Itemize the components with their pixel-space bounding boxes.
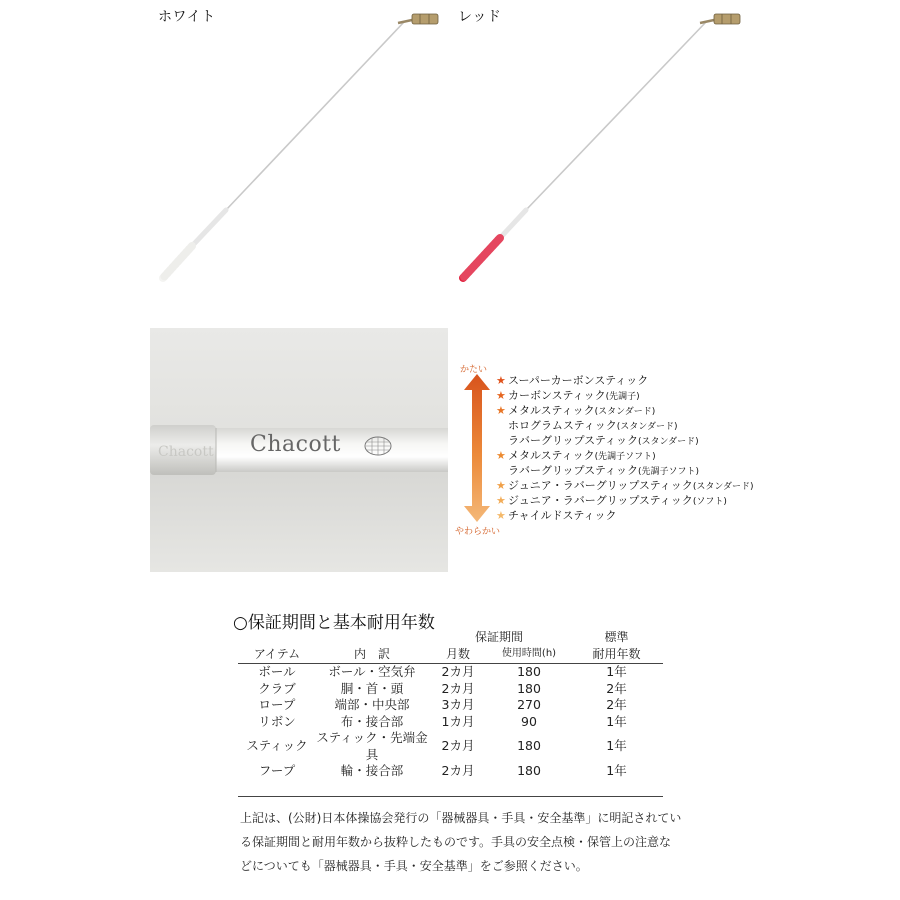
- star-icon: ★: [496, 404, 506, 417]
- table-row: フープ 輪・接合部 2カ月 180 1年: [258, 763, 627, 778]
- scale-item: ★ メタルスティック(スタンダード): [496, 404, 656, 417]
- star-icon: ★: [496, 494, 506, 507]
- header-item: アイテム: [238, 645, 316, 664]
- header-warranty-period: 保証期間: [474, 630, 523, 644]
- header-hours: 使用時間(h): [488, 645, 570, 664]
- star-icon: ★: [496, 389, 506, 402]
- scale-bottom-label: やわらかい: [455, 527, 501, 537]
- scale-item: ラバーグリップスティック(スタンダード): [508, 434, 699, 447]
- white-swivel-icon: [398, 14, 438, 24]
- svg-text:Chacott: Chacott: [158, 444, 214, 460]
- note-line: る保証期間と耐用年数から抜粋したものです。手具の安全点検・保管上の注意な: [240, 835, 672, 849]
- variant-label-red: レッド: [458, 9, 502, 25]
- table-row: スティック スティック・先端金具 2カ月 180 1年: [246, 730, 627, 762]
- note-line: どについても「器械器具・手具・安全基準」をご参照ください。: [240, 859, 588, 873]
- header-standard: 標準: [604, 630, 629, 644]
- star-icon: ★: [496, 374, 506, 387]
- scale-item: ★ カーボンスティック(先調子): [496, 389, 640, 402]
- hardness-arrow-icon: [463, 374, 491, 522]
- scale-item: ★ チャイルドスティック: [496, 509, 617, 522]
- ribbon-logo-icon: [365, 437, 391, 455]
- table-row: クラブ 胴・首・頭 2カ月 180 2年: [258, 680, 627, 696]
- table-row: ロープ 端部・中央部 3カ月 270 2年: [258, 697, 627, 712]
- brand-logo-text: Chacott: [250, 432, 341, 457]
- header-detail: 内 訳: [316, 645, 428, 664]
- header-years: 耐用年数: [570, 645, 663, 664]
- scale-item: ★ ジュニア・ラバーグリップスティック(ソフト): [496, 494, 727, 507]
- table-row: ボール ボール・空気弁 2カ月 180 1年: [258, 664, 627, 679]
- scale-item: ★ スーパーカーボンスティック: [496, 374, 649, 387]
- scale-item: ★ ジュニア・ラバーグリップスティック(スタンダード): [496, 479, 754, 492]
- stick-illustrations: [0, 0, 900, 300]
- note-paragraph: [240, 806, 682, 878]
- variant-label-white: ホワイト: [158, 9, 216, 25]
- section-title: ○保証期間と基本耐用年数: [233, 613, 435, 633]
- star-icon: ★: [496, 449, 506, 462]
- warranty-table: [238, 630, 663, 797]
- stick-closeup-photo: [150, 328, 448, 572]
- scale-item: ラバーグリップスティック(先調子ソフト): [508, 464, 700, 477]
- scale-item: ホログラムスティック(スタンダード): [508, 419, 678, 432]
- scale-top-label: かたい: [460, 365, 488, 375]
- red-swivel-icon: [700, 14, 740, 24]
- note-line: 上記は、(公財)日本体操協会発行の「器械器具・手具・安全基準」に明記されてい: [240, 811, 682, 825]
- scale-item: ★ メタルスティック(先調子ソフト): [496, 449, 656, 462]
- star-icon: ★: [496, 509, 506, 522]
- header-months: 月数: [428, 645, 488, 664]
- star-icon: ★: [496, 479, 506, 492]
- red-stick-image: [463, 14, 740, 278]
- table-row: リボン 布・接合部 1カ月 90 1年: [258, 713, 627, 729]
- white-stick-image: [163, 14, 438, 278]
